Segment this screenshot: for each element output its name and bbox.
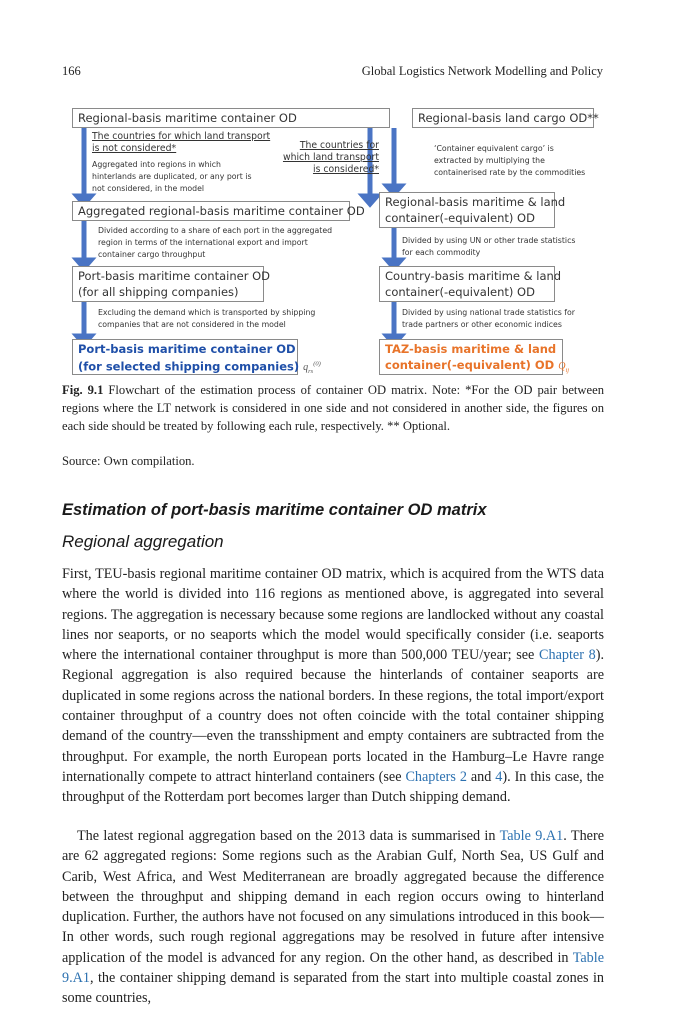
chapters-2-link[interactable]: Chapters 2 [405,768,467,785]
right-box-country-basis [379,266,562,302]
left-box-aggregated-od [72,201,365,221]
left-note-b1: Divided according to a share of each port in the aggregated [98,226,333,235]
left-note-b2: region in terms of the international export and import [98,238,308,247]
right-note-c1: Divided by using national trade statistics for [402,308,576,317]
right-box4-line1: TAZ-basis maritime & land [385,342,557,356]
right-note-a2: extracted by multiplying the [434,156,545,165]
paragraph-1: First, TEU-basis regional maritime container OD matrix, which is acquired from the WTS data where the world is divided into 116 regions as mentioned above, is aggregated into several regions. The aggregation is necessary because some regions are landlocked without any coastal lines nor seaports, or no seaports which the model would specifically consider (i.e. seaports where the international container throughput is more than 500,000 TEU/year; see Chapter 8). Regional aggregation is also required because the hinterlands of container seaports are duplicated in some regions across the national borders. In these regions, the total import/export container throughput of a country does not often coincide with the total container shipping demand of the country—even the transshipment and empty containers are subtracted from the throughput. For example, the north European ports located in the Hamburg–Le Havre range internationally compete to attract hinterland containers (see Chapters 2 and 4). In this case, the throughput of the Rotterdam port becomes larger than Dutch shipping demand. [62,566,604,806]
left-box-regional-maritime-od [72,108,390,128]
right-box4-line2: container(-equivalent) OD [385,358,555,372]
Q-ij-symbol: $Q_{ij}$ [558,361,570,374]
left-box2-label: Aggregated regional-basis maritime container OD [78,204,365,218]
right-box-regional-maritime-land [379,192,566,228]
left-note-underline-2: is not considered* [92,143,177,154]
right-note-a3: containerised rate by the commodities [434,168,586,177]
right-box-taz-basis [379,339,570,375]
left-note-c1: Excluding the demand which is transported by shipping [98,308,316,317]
left-box3-line1: Port-basis maritime container OD [78,269,270,283]
left-note-a1: Aggregated into regions in which [92,160,221,169]
table-9a1-link[interactable]: Table 9.A1 [499,828,564,844]
left-box-port-basis-od [72,266,270,302]
right-note-b1: Divided by using UN or other trade statistics [402,236,576,245]
right-box1-label: Regional-basis land cargo OD** [418,111,599,125]
right-box2-line1: Regional-basis maritime & land [385,195,566,209]
chapter-4-link[interactable]: 4 [495,768,503,785]
flowchart-figure [62,100,604,375]
right-box3-line1: Country-basis maritime & land [385,269,562,283]
running-title: Global Logistics Network Modelling and Policy [361,64,603,78]
figure-caption [62,381,604,435]
left-note-a3: not considered, in the model [92,184,205,193]
chapter-8-link[interactable]: Chapter 8 [539,647,596,664]
left-note-c2: companies that are not considered in the model [98,320,286,329]
left-box3-line2: (for all shipping companies) [78,285,239,299]
right-box2-line2: container(-equivalent) OD [385,211,535,225]
left-note-b3: container cargo throughput [98,250,206,259]
table-9a1-link-2[interactable]: Table 9.A1 [62,949,604,987]
left-box-port-basis-selected [72,339,321,376]
left-note-underline-1: The countries for which land transport [92,131,271,142]
left-box4-line1: Port-basis maritime container OD [78,342,296,356]
left-box1-label: Regional-basis maritime container OD [78,111,297,125]
left-note-mid-1: The countries for [299,140,379,151]
figure-source: Source: Own compilation. [62,454,195,468]
section-heading: Estimation of port-basis maritime container OD matrix [62,501,487,519]
left-note-mid-2: which land transport [282,152,379,163]
right-note-a1: ‘Container equivalent cargo’ is [434,144,554,153]
caption-text: Flowchart of the estimation process of container OD matrix. Note: *For the OD pair between regions where the LT network is considered in one side and not considered in another side, the figures on each side should be treated by following each rule, respectively. ** Optional. [62,383,605,433]
page-number: 166 [62,64,81,78]
paragraph-2: The latest regional aggregation based on the 2013 data is summarised in Table 9.A1. There are 62 aggregated regions: Some regions such as the Arabian Gulf, North Sea, US Gulf and Carib, West Africa, and West Mediterranean are broadly aggregated because the difference between the throughput and shipping demand in each region occurs owing to hinterland duplication. Further, the authors have not focused on any simulations introduced in this book—In other words, such rough regional aggregations may be resolved in future after intensive application of the model is advanced for any region. On the other hand, as described in Table 9.A1, the container shipping demand is separated from the start into multiple coastal zones in some countries, [62,828,604,1007]
subsection-heading: Regional aggregation [62,532,224,551]
caption-label: Fig. 9.1 [62,383,104,397]
right-box-regional-land-od [412,108,599,128]
right-box3-line2: container(-equivalent) OD [385,285,535,299]
right-note-c2: trade partners or other economic indices [402,320,562,329]
right-note-b2: for each commodity [402,248,481,257]
arrowhead-left-branch [363,196,377,204]
left-note-a2: hinterlands are duplicated, or any port is [92,172,252,181]
q-rs-symbol: $q_{rs}^{(0)}$ [303,361,321,376]
left-box4-line2: (for selected shipping companies) [78,359,300,374]
left-note-mid-3: is considered* [312,164,379,175]
